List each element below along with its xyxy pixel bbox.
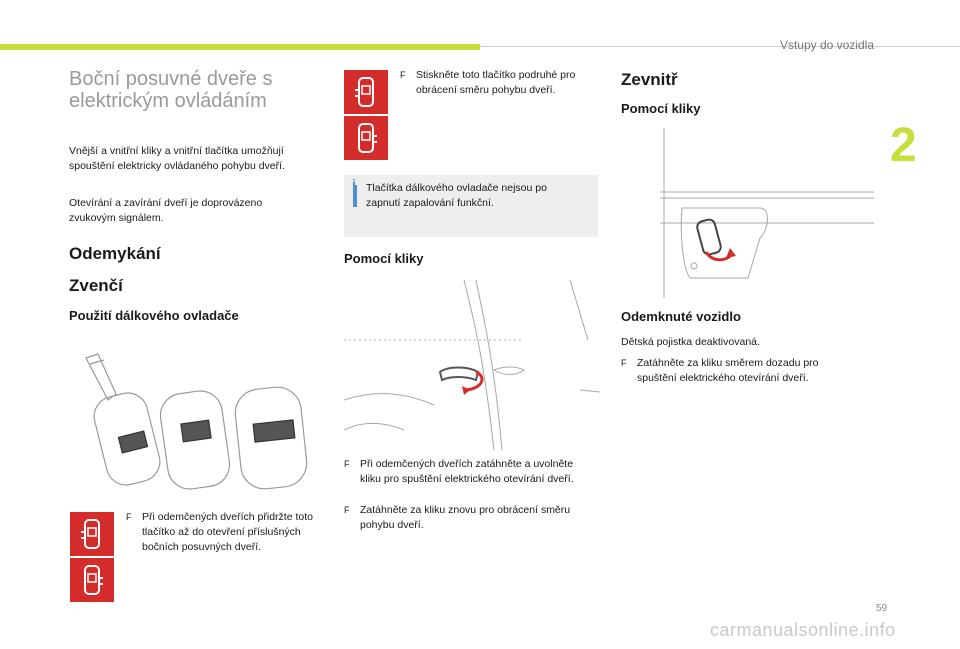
bullet-marker: F xyxy=(344,459,350,469)
bullet-marker: F xyxy=(126,512,132,522)
bullet-marker: F xyxy=(400,70,406,80)
heading-unlocked: Odemknuté vozidlo xyxy=(621,309,741,324)
bullet-marker: F xyxy=(621,358,627,368)
bullet-handle-2 xyxy=(344,503,580,533)
bullet-handle-2-text: Zatáhněte za kliku znovu pro obrácení směru pohybu dveří. xyxy=(360,504,571,531)
bullet-press-text: Stiskněte toto tlačítko podruhé pro obrácení směru pohybu dveří. xyxy=(416,69,576,96)
watermark: carmanualsonline.info xyxy=(710,620,896,640)
heading-handle-outside: Pomocí kliky xyxy=(344,251,424,266)
bullet-handle-1 xyxy=(344,457,580,487)
heading-remote: Použití dálkového ovladače xyxy=(69,308,239,323)
intro-paragraph-1: Vnější a vnitřní kliky a vnitřní tlačítka umožňují spouštění elektricky ovládaného pohybu dveří. xyxy=(69,145,285,172)
section-title: Vstupy do vozidla xyxy=(779,38,874,52)
sliding-door-button-3 xyxy=(344,70,388,114)
bullet-remote xyxy=(126,510,322,555)
page-title xyxy=(69,68,329,112)
bullet-handle-1-text: Při odemčených dveřích zatáhněte a uvolněte kliku pro spuštění elektrického otevírání dveří. xyxy=(360,458,574,485)
note-text: Tlačítka dálkového ovladače nejsou po zapnutí zapalování funkční. xyxy=(366,182,547,209)
heading-unlock: Odemykání xyxy=(69,244,161,263)
info-icon: i xyxy=(352,176,356,192)
sliding-door-button-4 xyxy=(344,116,388,160)
sliding-door-button-2 xyxy=(70,558,114,602)
child-lock-text: Dětská pojistka deaktivovaná. xyxy=(621,336,760,348)
sliding-door-icon xyxy=(79,518,105,550)
page-title-line1: Boční posuvné dveře s xyxy=(69,68,273,90)
header-rule xyxy=(480,46,960,47)
header-accent-bar xyxy=(0,44,480,50)
bullet-press xyxy=(400,68,580,98)
chapter-number: 2 xyxy=(890,119,917,172)
page-number: 59 xyxy=(876,603,888,614)
heading-outside: Zvenčí xyxy=(69,276,123,295)
bullet-marker: F xyxy=(344,505,350,515)
sliding-door-button xyxy=(70,512,114,556)
heading-inside: Zevnitř xyxy=(621,70,678,89)
bullet-inside xyxy=(621,356,861,386)
page-title-line2: elektrickým ovládáním xyxy=(69,90,267,112)
remote-keys-illustration xyxy=(78,350,328,498)
intro-paragraph-2: Otevírání a zavírání dveří je doprovázeno zvukovým signálem. xyxy=(69,197,263,224)
sliding-door-icon xyxy=(353,122,379,154)
sliding-door-icon xyxy=(79,564,105,596)
bullet-remote-text: Při odemčených dveřích přidržte toto tlačítko až do otevření příslušných bočních posuvných dveří. xyxy=(142,511,313,553)
exterior-handle-illustration xyxy=(344,280,600,450)
sliding-door-icon xyxy=(353,76,379,108)
heading-handle-inside: Pomocí kliky xyxy=(621,101,701,116)
bullet-inside-text: Zatáhněte za kliku směrem dozadu pro spuštění elektrického otevírání dveří. xyxy=(637,357,819,384)
interior-handle-illustration xyxy=(660,128,874,298)
